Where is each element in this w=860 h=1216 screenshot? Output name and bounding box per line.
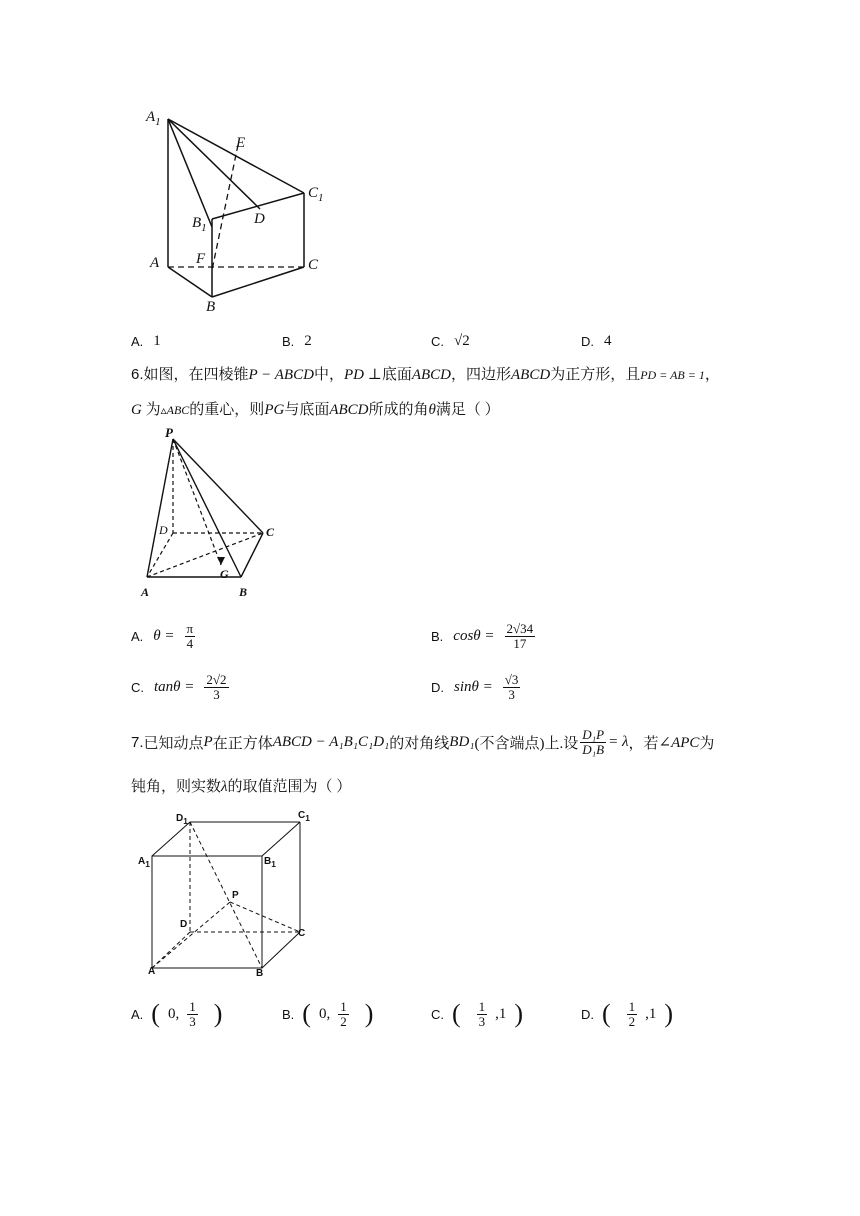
q7-option-d[interactable]: D. ( $\frac{1}{2}$ ,1 ) [581,999,674,1029]
label-a: A [148,966,156,977]
fraction: $\frac{1}{2}$ [340,999,347,1029]
cube-figure [138,808,318,983]
label-f: F [196,251,206,267]
q7-stem-line1: 7. 已知动点 P 在正方体 ABCD − A₁B₁C₁D₁ 的对角线 BD₁ (不含端点)上.设 $\frac{\text{D₁P}}{\text{D₁B}}$ = λ ，若 ∠APC 为 [131,727,715,757]
q7-option-c[interactable]: C. ( $\frac{1}{3}$ ,1 ) [431,999,524,1029]
prism-figure [140,105,350,320]
fraction: $\frac{√3}{3}$ [504,672,519,702]
fraction: $\frac{1}{3}$ [189,999,196,1029]
pyramid-diagram [135,425,285,605]
fraction: $\frac{\text{D₁P}}{\text{D₁B}}$ [582,727,605,757]
label-c1: $C_1$ [308,185,324,204]
q5-option-c[interactable]: C. √2 [431,333,470,349]
q6-stem-line1: 6.如图，在四棱锥P − ABCD中，PD ⊥底面ABCD，四边形ABCD为正方形，且PD = AB = 1， [131,366,720,383]
q6-option-b[interactable]: B. cosθ = $\frac{2√34}{17}$ [431,621,534,651]
q7-option-b[interactable]: B. ( 0, $\frac{1}{2}$ ) [282,999,374,1029]
label-b1: $B_1$ [192,215,207,234]
fraction: $\frac{2√34}{17}$ [506,621,534,651]
label-c: C [308,257,319,273]
q6-option-c[interactable]: C. tanθ = $\frac{2√2}{3}$ [131,672,227,702]
label-b: B [256,968,264,979]
q5-option-a[interactable]: A. 1 [131,333,161,349]
label-a1: $A_1$ [146,109,161,128]
fraction: $\frac{1}{3}$ [478,999,486,1029]
q5-option-d[interactable]: D. 4 [581,333,612,349]
q6-option-d[interactable]: D. sinθ = $\frac{√3}{3}$ [431,672,519,702]
cube-diagram [138,808,318,983]
label-b: B [239,585,248,599]
label-d1: $D_1$ [176,813,188,826]
label-a: A [141,585,150,599]
q7-stem-line2: 钝角，则实数λ的取值范围为（ ） [131,779,352,795]
fraction: $\frac{2√2}{3}$ [206,672,227,702]
label-a1: $A_1$ [138,856,150,869]
fraction: $\frac{\pi}{4}$ [186,621,194,651]
label-a: A [150,255,160,271]
label-d: D [180,919,188,930]
label-g: G [220,567,229,581]
label-p: P [232,890,239,901]
label-c1: $C_1$ [298,810,310,823]
pyramid-figure [135,425,285,605]
label-b1: $B_1$ [264,856,276,869]
label-d: D [254,211,265,227]
label-c: C [298,928,306,939]
q5-option-b[interactable]: B. 2 [282,333,312,349]
label-c: C [266,525,275,539]
label-p: P [165,425,173,440]
label-e: E [236,135,246,151]
q6-stem-line2: G 为▵ABC的重心，则PG与底面ABCD所成的角θ满足（ ） [131,402,500,418]
fraction: $\frac{1}{2}$ [628,999,636,1029]
label-d: D [159,523,168,537]
label-b: B [206,299,216,315]
q6-option-a[interactable]: A. θ = $\frac{\pi}{4}$ [131,621,194,651]
q7-option-a[interactable]: A. ( 0, $\frac{1}{3}$ ) [131,999,223,1029]
